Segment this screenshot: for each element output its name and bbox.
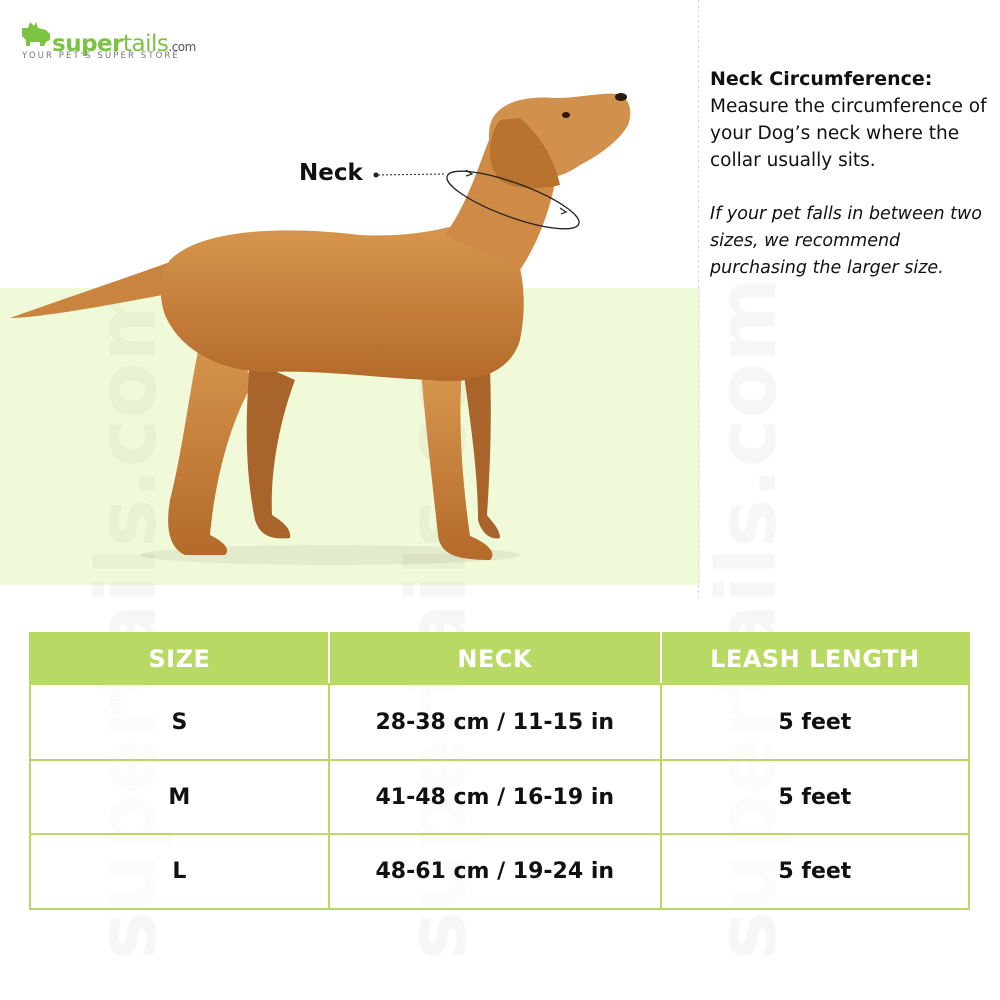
brand-wordmark: supertails.com bbox=[52, 31, 196, 57]
neck-cell: 41-48 cm / 16-19 in bbox=[329, 760, 661, 834]
size-cell: S bbox=[30, 684, 329, 760]
dog-illustration bbox=[0, 0, 700, 600]
table-row bbox=[30, 684, 969, 760]
size-chart-table bbox=[29, 632, 970, 910]
brand-tagline: YOUR PET'S SUPER STORE bbox=[22, 51, 180, 61]
size-cell: M bbox=[30, 760, 329, 834]
column-header-leash-length: LEASH LENGTH bbox=[661, 633, 969, 684]
size-cell: L bbox=[30, 834, 329, 909]
info-note: If your pet falls in between two sizes, we recommend purchasing the larger size. bbox=[710, 204, 983, 278]
neck-cell: 48-61 cm / 19-24 in bbox=[329, 834, 661, 909]
table-header-row bbox=[30, 633, 969, 684]
table-row bbox=[30, 760, 969, 834]
leash-cell: 5 feet bbox=[661, 684, 969, 760]
measurement-info bbox=[710, 66, 995, 282]
leash-cell: 5 feet bbox=[661, 760, 969, 834]
neck-cell: 28-38 cm / 11-15 in bbox=[329, 684, 661, 760]
column-header-size: SIZE bbox=[30, 633, 329, 684]
neck-label: Neck bbox=[299, 160, 363, 186]
info-title: Neck Circumference: bbox=[710, 68, 933, 90]
table-row bbox=[30, 834, 969, 909]
info-body: Measure the circumference of your Dog’s neck where the collar usually sits. bbox=[710, 96, 987, 171]
leash-cell: 5 feet bbox=[661, 834, 969, 909]
column-header-neck: NECK bbox=[329, 633, 661, 684]
